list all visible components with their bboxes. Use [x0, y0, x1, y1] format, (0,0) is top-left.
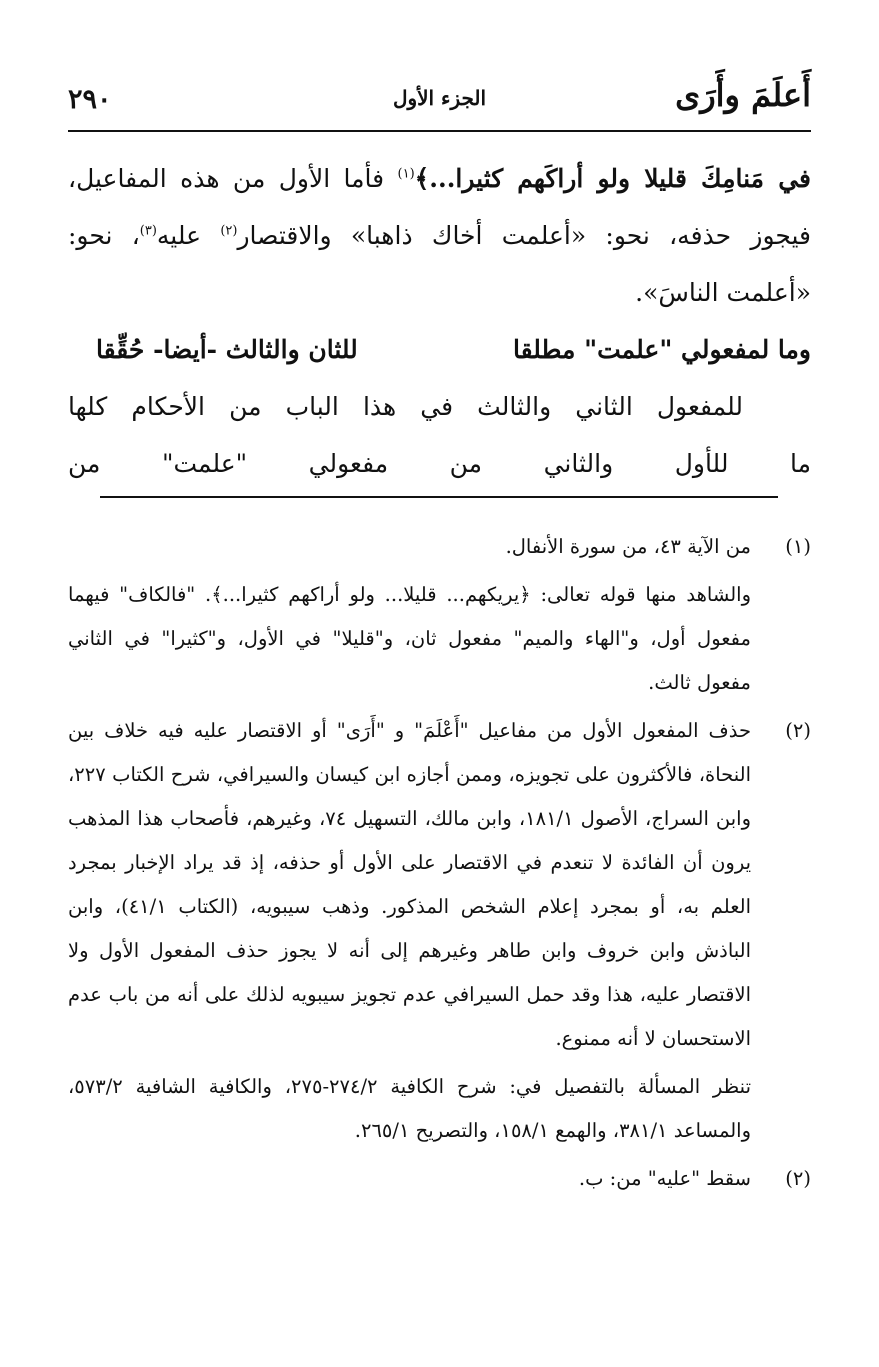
paragraph-text: عليه	[156, 221, 221, 250]
verse-hemistich-1: وما لمفعولي "علمت" مطلقا	[512, 335, 811, 364]
verse-commentary-line-2: ما للأول والثاني من مفعولي "علمت" من	[68, 449, 811, 478]
footnote-paragraph: من الآية ٤٣، من سورة الأنفال.	[505, 535, 751, 558]
footnote-ref-1: (١)	[397, 166, 415, 182]
quran-quote: في مَنامِكَ قليلا ولو أراكَهم كثيرا...﴾	[414, 164, 811, 193]
paragraph-1	[68, 150, 811, 321]
footnote	[68, 525, 811, 709]
volume-label: الجزء الأول	[392, 86, 487, 110]
paragraph-text: فأما الأول من هذه المفاعيل، فيجوز حذفه، نحو: «أعلمت أخاك ذاهبا» والاقتصار	[68, 164, 811, 250]
footnote-body	[68, 1157, 751, 1205]
running-title: أَعلَمَ وأَرَى	[675, 76, 811, 114]
page-number: ٢٩٠	[68, 84, 112, 115]
footnote	[68, 1157, 811, 1205]
main-text	[68, 150, 811, 492]
footnote-paragraph: والشاهد منها قوله تعالى: ﴿يريكهم... قليلا... ولو أراكهم كثيرا...﴾. "فالكاف" فيهما مفعول أول، و"الهاء والميم" مفعول ثان، و"قليلا" في الأول، و"كثيرا" في الثاني مفعول ثالث.	[68, 583, 751, 694]
paragraph-text: ، نحو: «أعلمت الناسَ».	[68, 221, 811, 307]
footnote-paragraph: حذف المفعول الأول من مفاعيل "أَعْلَمَ" و "أَرَى" أو الاقتصار عليه فيه خلاف بين النحاة، فالأكثرون على تجويزه، وممن أجازه ابن كيسان والسيرافي، شرح الكتاب ٢٢٧، وابن السراج، الأصول ١٨١/١، وابن مالك، التسهيل ٧٤، وغيرهم، فأصحاب هذا المذهب يرون أن الفائدة لا تنعدم في الاقتصار على الأول أو حذفه، إذ قد يراد الإخبار بمجرد العلم به، أو بمجرد إعلام الشخص المذكور. وذهب سيبويه، (الكتاب ٤١/١)، وابن الباذش وابن خروف وابن طاهر وغيرهم إلى أنه لا يجوز حذف المفعول الأول ولا الاقتصار عليه، هذا وقد حمل السيرافي عدم تجويز سيبويه لذلك على أنه من باب عدم الاستحسان لا أنه ممنوع.	[68, 719, 752, 1050]
verse-commentary-line-1: للمفعول الثاني والثالث في هذا الباب من الأحكام كلها	[68, 392, 743, 421]
footnote-paragraph: سقط "عليه" من: ب.	[578, 1167, 751, 1190]
footnote-body	[68, 525, 751, 709]
running-header	[68, 62, 811, 132]
footnote-body	[68, 709, 751, 1157]
footnote-ref-3: (٣)	[139, 223, 157, 239]
footnote-number: (١)	[785, 535, 811, 558]
footnote-ref-2: (٢)	[220, 223, 238, 239]
verse-hemistich-2: للثان والثالث -أيضا- حُقِّقا	[96, 335, 358, 364]
verse-line	[68, 321, 811, 378]
footnote-number: (٢)	[785, 719, 811, 742]
footnote-separator	[100, 496, 778, 498]
footnote-paragraph: تنظر المسألة بالتفصيل في: شرح الكافية ٢٧٤/٢-٢٧٥، والكافية الشافية ٥٧٣/٢، والمساعد ٣٨١/١، والهمع ١٥٨/١، والتصريح ٢٦٥/١.	[68, 1075, 751, 1142]
footnote	[68, 709, 811, 1157]
footnote-number: (٢)	[785, 1167, 811, 1190]
footnotes	[68, 525, 811, 1205]
